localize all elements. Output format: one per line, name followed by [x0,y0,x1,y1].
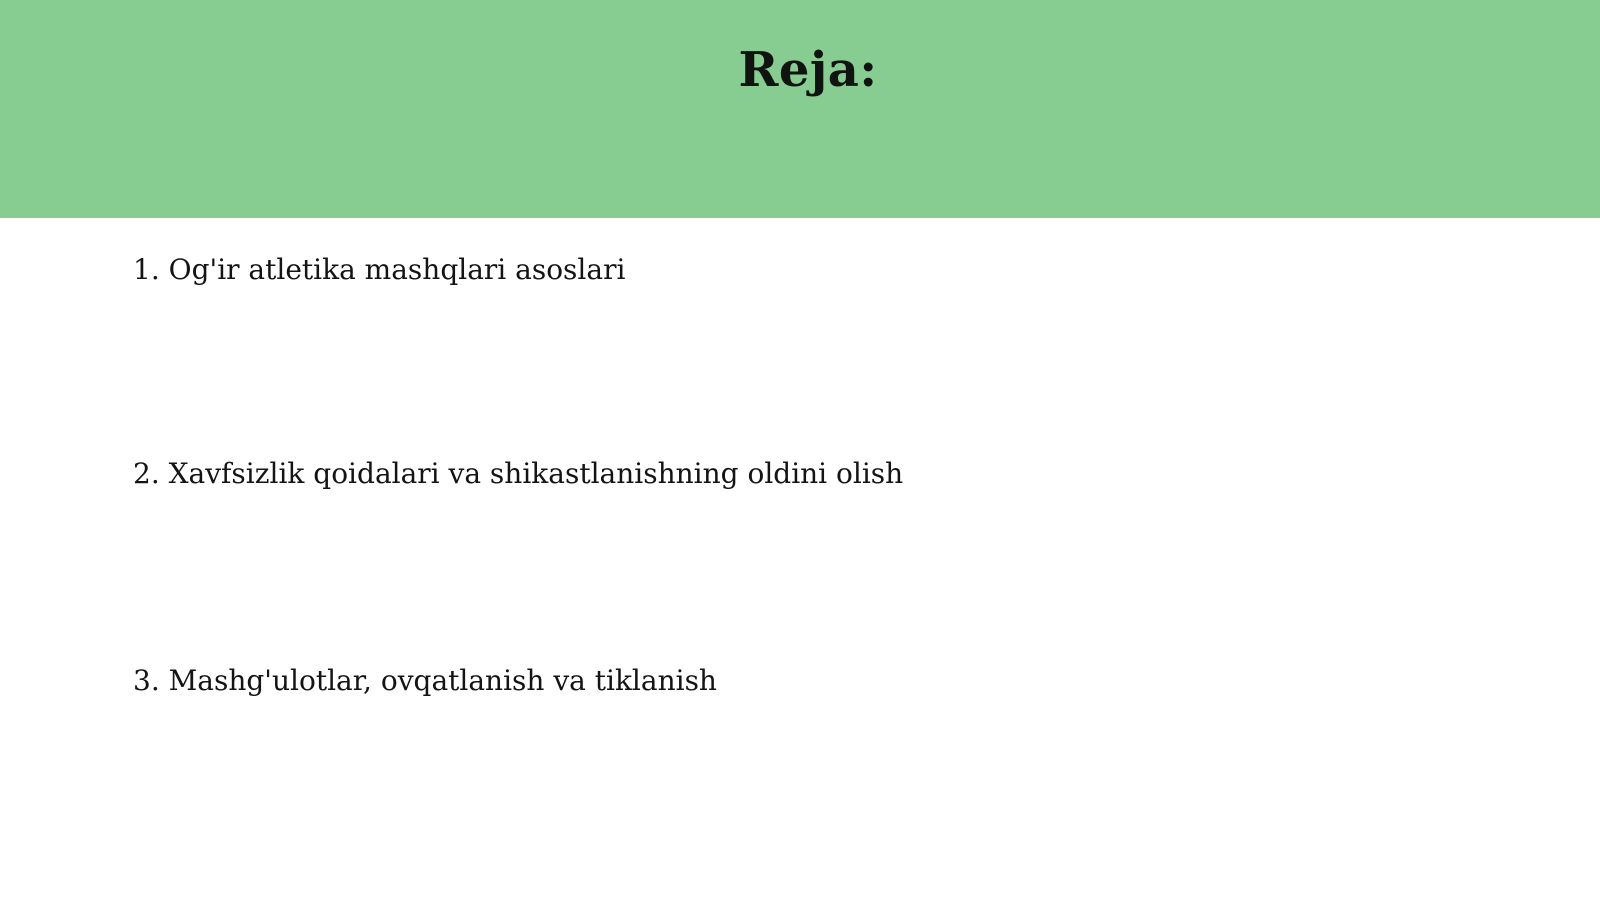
plan-item-2: 2. Xavfsizlik qoidalari va shikastlanishning oldini olish [133,457,904,490]
slide-header-banner [0,0,1600,218]
plan-item-1: 1. Og'ir atletika mashqlari asoslari [133,253,626,286]
slide-body [0,218,1600,899]
slide-title: Reja: [738,42,878,98]
plan-item-3: 3. Mashg'ulotlar, ovqatlanish va tiklanish [133,664,717,697]
